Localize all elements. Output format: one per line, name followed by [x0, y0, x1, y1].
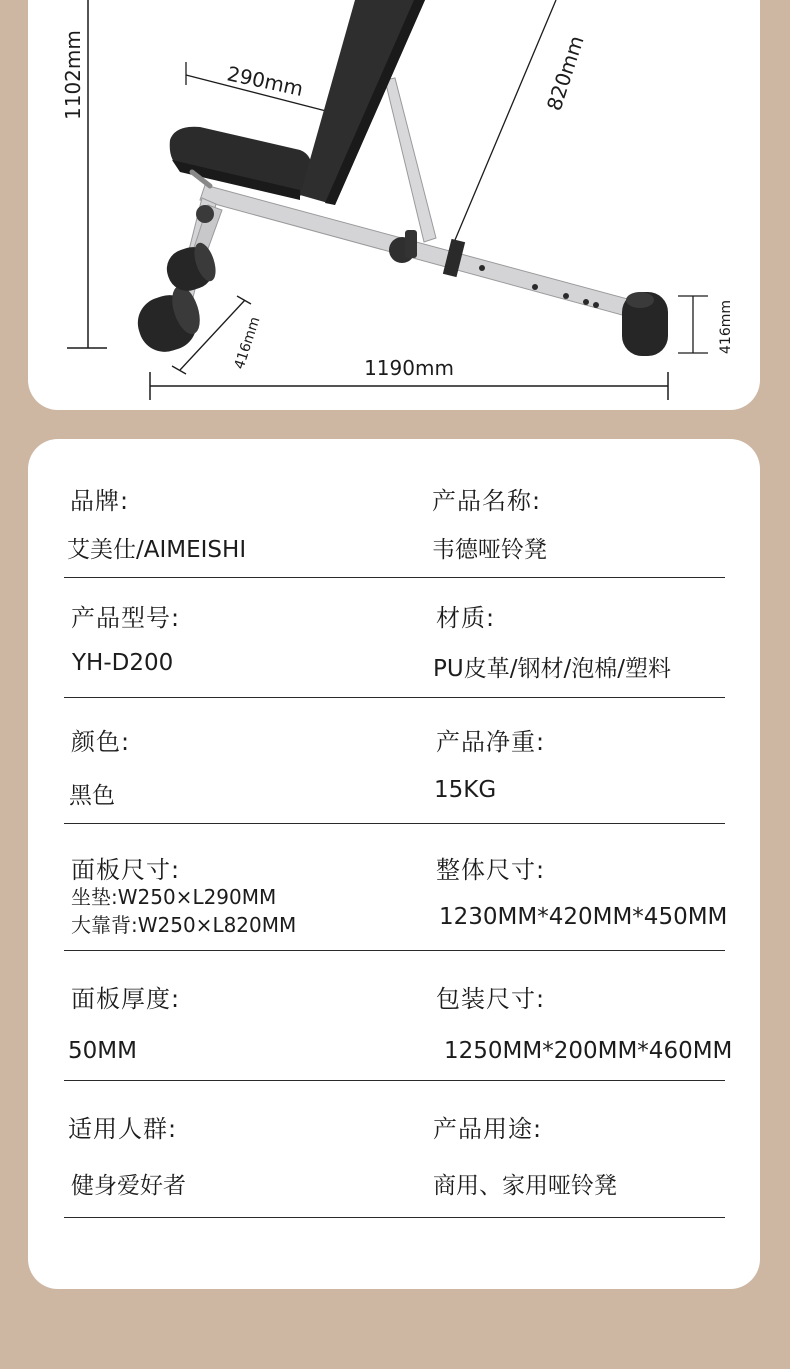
- spec-row-color: [64, 698, 725, 824]
- brand-label: 品牌:: [70, 487, 130, 515]
- product-name-value: 韦德哑铃凳: [432, 537, 547, 563]
- audience-label: 适用人群:: [68, 1115, 178, 1143]
- spec-row-thickness: [64, 951, 733, 1081]
- front-upper-roller: [162, 240, 220, 296]
- model-label: 产品型号:: [71, 604, 181, 632]
- front-foot-height-label: 416mm: [231, 314, 264, 372]
- rear-foot-height-label: 416mm: [718, 300, 734, 354]
- model-value: YH-D200: [72, 650, 174, 676]
- product-name-label: 产品名称:: [432, 487, 542, 515]
- package-size-label: 包装尺寸:: [436, 985, 546, 1013]
- net-weight-value: 15KG: [434, 777, 497, 803]
- net-weight-label: 产品净重:: [436, 728, 546, 756]
- color-label: 颜色:: [71, 728, 131, 756]
- audience-value: 健身爱好者: [71, 1173, 186, 1199]
- package-size-value: 1250MM*200MM*460MM: [444, 1038, 733, 1064]
- material-value: PU皮革/钢材/泡棉/塑料: [433, 656, 671, 682]
- overall-size-value: 1230MM*420MM*450MM: [439, 904, 728, 930]
- seat-size-value: 坐垫:W250×L290MM: [71, 885, 277, 909]
- height-label: 1102mm: [61, 30, 85, 120]
- spec-row-panel-size: [64, 824, 728, 951]
- spec-card: [28, 439, 760, 1289]
- material-label: 材质:: [436, 604, 496, 632]
- thickness-value: 50MM: [68, 1038, 137, 1064]
- thickness-label: 面板厚度:: [71, 985, 181, 1013]
- spec-row-audience: [64, 1081, 725, 1218]
- color-value: 黑色: [69, 783, 115, 809]
- overall-size-label: 整体尺寸:: [436, 856, 546, 884]
- spec-row-brand: [64, 469, 725, 578]
- bench-dimension-diagram: [28, 0, 760, 410]
- rear-foot-roller: [622, 292, 668, 356]
- dimension-diagram-card: [28, 0, 760, 410]
- back-length-label: 820mm: [541, 32, 589, 114]
- usage-value: 商用、家用哑铃凳: [433, 1173, 617, 1199]
- spec-row-model: [64, 578, 725, 698]
- brand-value: 艾美仕/AIMEISHI: [67, 537, 247, 563]
- seat-length-label: 290mm: [224, 61, 306, 101]
- back-size-value: 大靠背:W250×L820MM: [71, 913, 297, 937]
- total-length-label: 1190mm: [364, 356, 454, 380]
- panel-size-label: 面板尺寸:: [71, 856, 181, 884]
- usage-label: 产品用途:: [433, 1115, 543, 1143]
- back-length-line: [455, 0, 556, 240]
- back-support-strut: [385, 78, 436, 242]
